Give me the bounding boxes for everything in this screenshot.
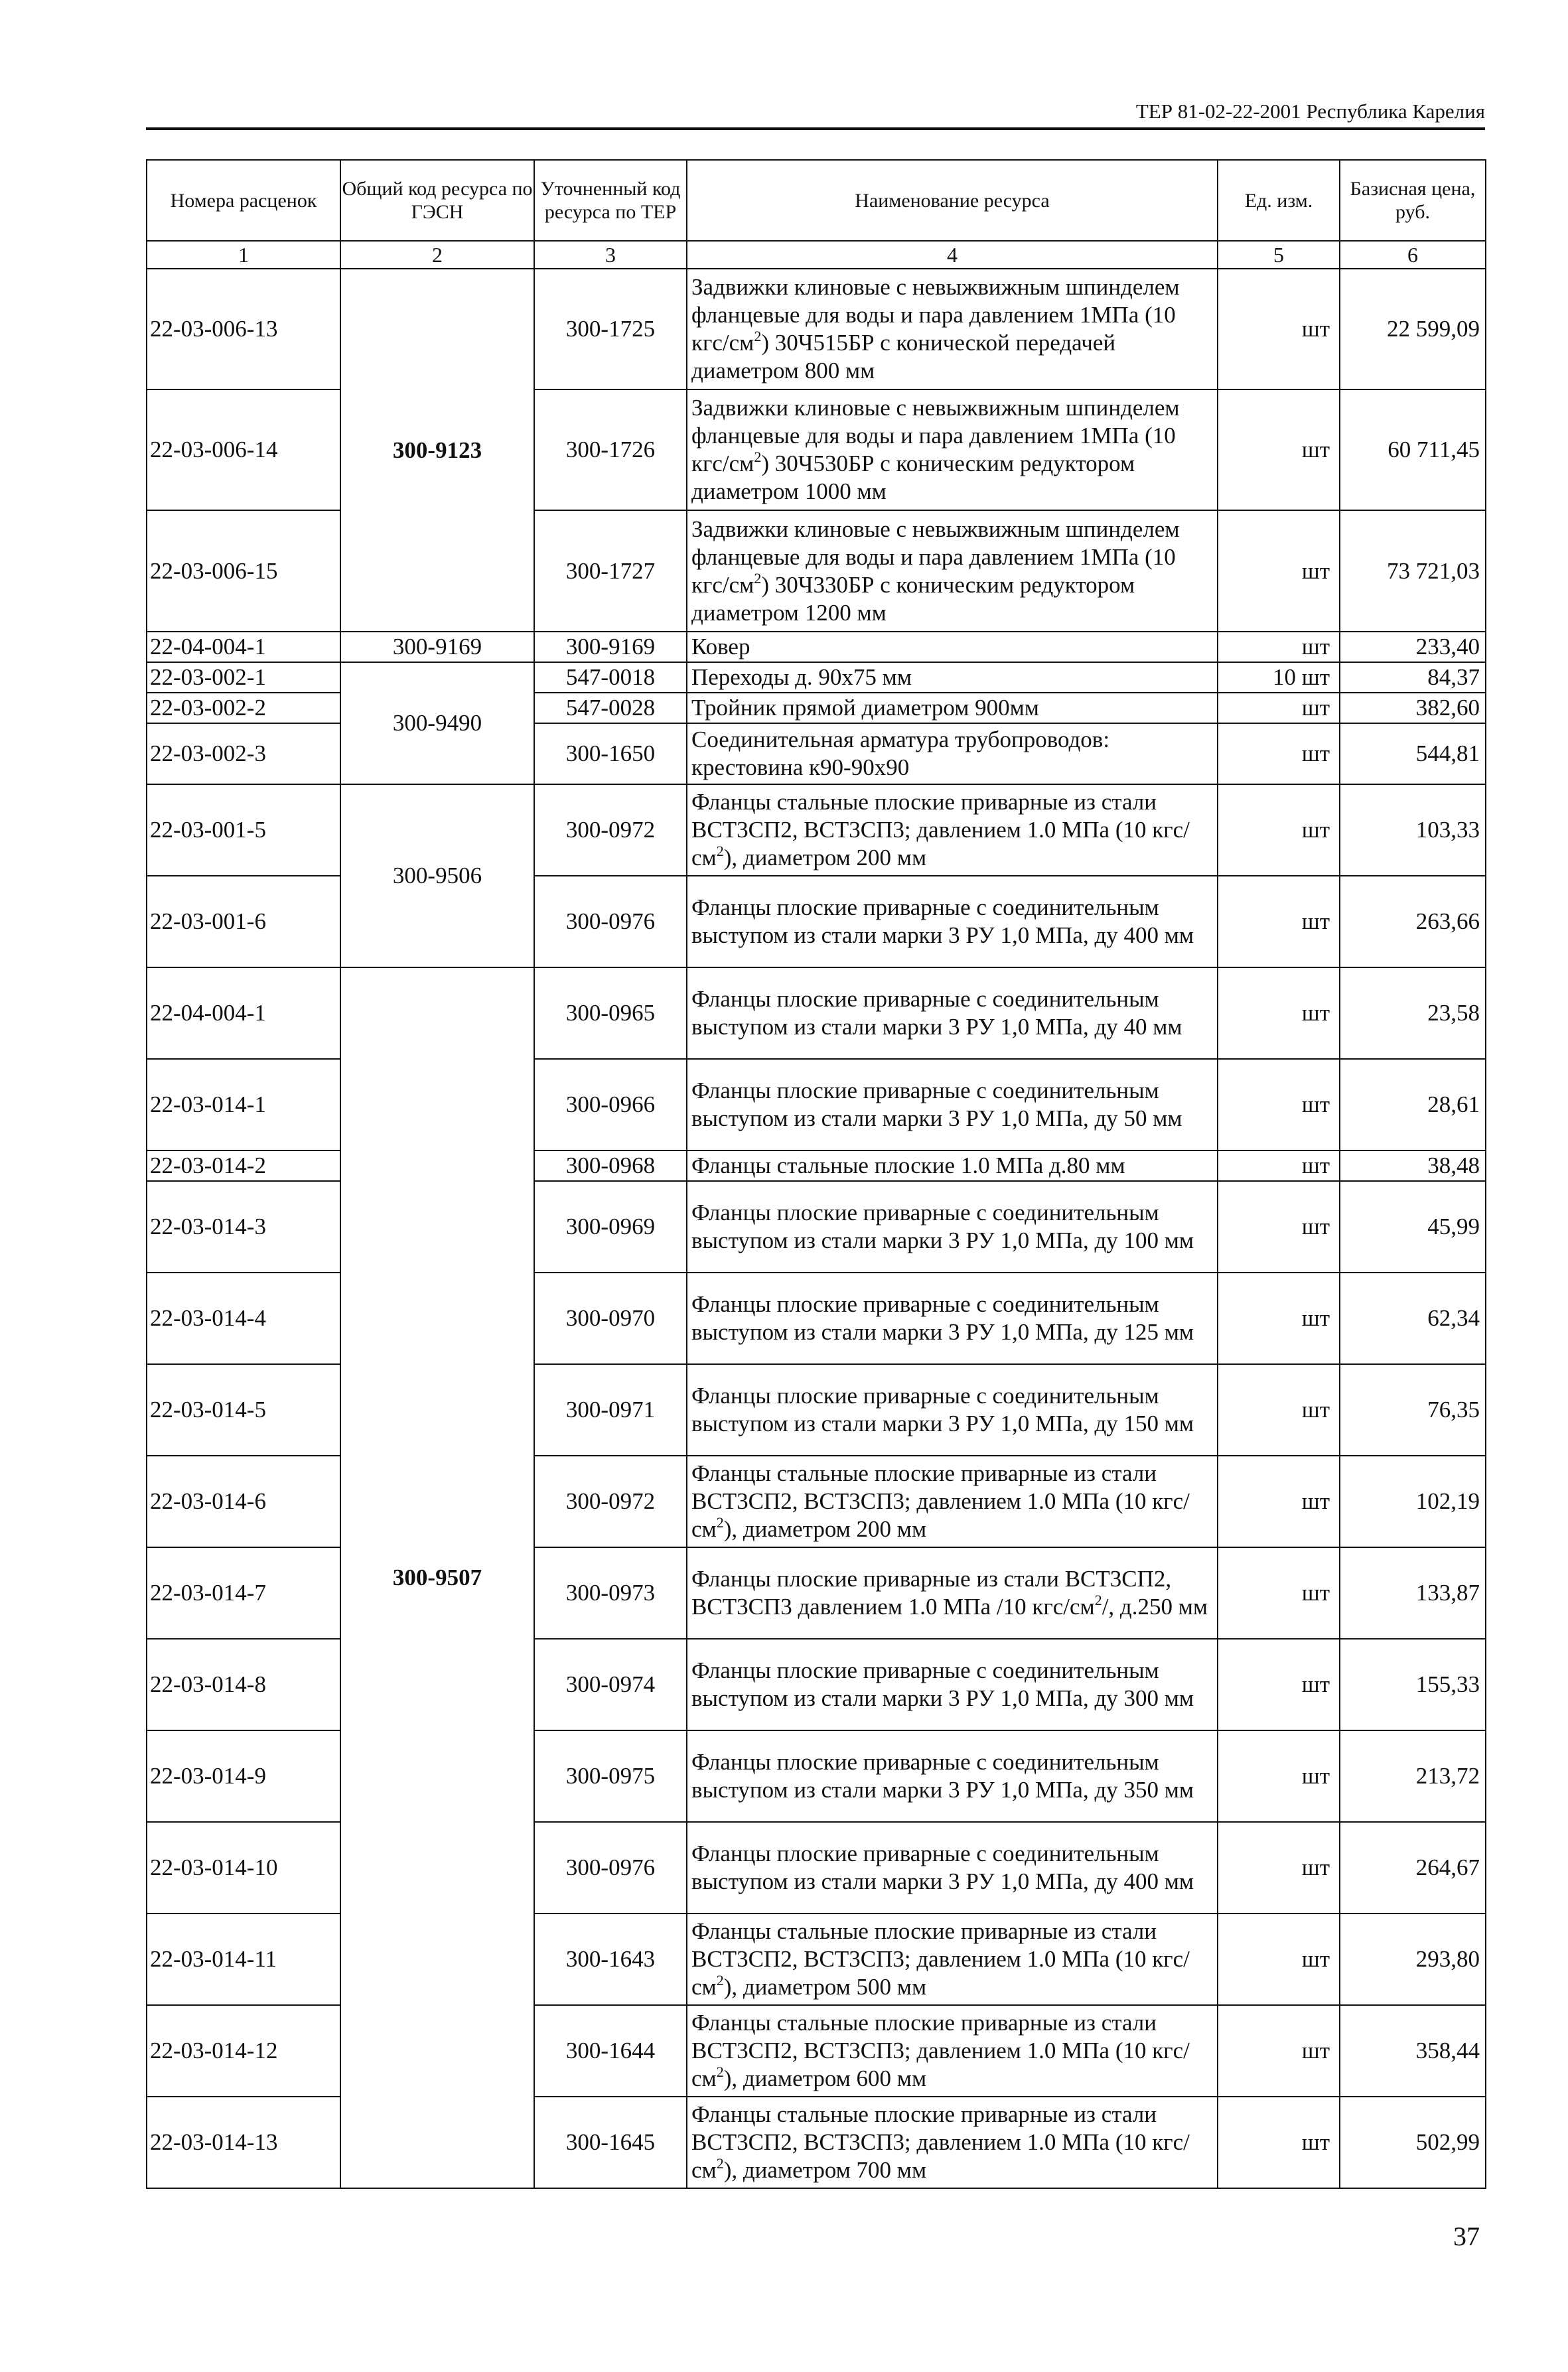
- price-cell: 45,99: [1340, 1181, 1486, 1273]
- unit-cell: 10 шт: [1218, 662, 1340, 693]
- unit-cell: шт: [1218, 967, 1340, 1059]
- rate-code-cell: 22-03-014-13: [147, 2097, 340, 2188]
- unit-cell: шт: [1218, 784, 1340, 876]
- resource-name-text: Фланцы плоские приварные с соединительным выступом из стали марки 3 РУ 1,0 МПа, ду 150 мм: [691, 1383, 1194, 1436]
- resource-name-cell: [687, 876, 1218, 967]
- unit-cell: шт: [1218, 876, 1340, 967]
- ter-code-cell: 300-1650: [534, 723, 687, 784]
- rate-code-cell: 22-03-002-1: [147, 662, 340, 693]
- rate-code-cell: 22-03-014-5: [147, 1364, 340, 1456]
- price-cell: 60 711,45: [1340, 389, 1486, 510]
- ter-code-cell: 547-0018: [534, 662, 687, 693]
- superscript: 2: [716, 2063, 724, 2080]
- resource-name-text: Фланцы плоские приварные с соединительным выступом из стали марки 3 РУ 1,0 МПа, ду 100 мм: [691, 1200, 1194, 1253]
- price-cell: 358,44: [1340, 2005, 1486, 2097]
- unit-cell: шт: [1218, 1639, 1340, 1730]
- rate-code-cell: 22-03-006-13: [147, 269, 340, 389]
- superscript: 2: [716, 1972, 724, 1988]
- resource-name-text: /, д.250 мм: [1102, 1594, 1208, 1620]
- rate-code-cell: 22-03-001-6: [147, 876, 340, 967]
- price-cell: 293,80: [1340, 1914, 1486, 2005]
- unit-cell: шт: [1218, 2005, 1340, 2097]
- gesn-code-cell: 300-9169: [340, 632, 534, 662]
- unit-cell: шт: [1218, 1456, 1340, 1547]
- resource-name-text: Фланцы плоские приварные с соединительным выступом из стали марки 3 РУ 1,0 МПа, ду 40 мм: [691, 986, 1182, 1040]
- unit-cell: шт: [1218, 1151, 1340, 1181]
- resource-name-cell: [687, 2097, 1218, 2188]
- column-number-row: [147, 241, 1486, 269]
- unit-cell: шт: [1218, 1547, 1340, 1639]
- price-cell: 38,48: [1340, 1151, 1486, 1181]
- resource-name-text: Фланцы плоские приварные с соединительным выступом из стали марки 3 РУ 1,0 МПа, ду 50 мм: [691, 1078, 1182, 1131]
- resource-name-cell: [687, 1822, 1218, 1914]
- unit-cell: шт: [1218, 510, 1340, 632]
- rate-code-cell: 22-03-014-7: [147, 1547, 340, 1639]
- resource-name-text: Фланцы плоские приварные с соединительным выступом из стали марки 3 РУ 1,0 МПа, ду 400 мм: [691, 894, 1194, 948]
- column-number: 3: [534, 241, 687, 269]
- rate-code-cell: 22-03-006-15: [147, 510, 340, 632]
- resource-name-text: Фланцы стальные плоские приварные из стали ВСТ3СП2, ВСТ3СП3; давлением 1.0 МПа (10 кгс/см: [691, 2101, 1190, 2183]
- gesn-code-cell: 300-9123: [340, 269, 534, 632]
- resource-name-cell: [687, 967, 1218, 1059]
- table-row: [147, 784, 1486, 876]
- price-cell: 73 721,03: [1340, 510, 1486, 632]
- unit-cell: шт: [1218, 1059, 1340, 1151]
- ter-code-cell: 300-1726: [534, 389, 687, 510]
- resource-name-text: Задвижки клиновые с невыжвижным шпинделем фланцевые для воды и пара давлением 1МПа (10 кгс/см: [691, 395, 1180, 476]
- rate-code-cell: 22-03-006-14: [147, 389, 340, 510]
- resource-name-text: ), диаметром 200 мм: [723, 845, 927, 871]
- ter-code-cell: 300-1644: [534, 2005, 687, 2097]
- column-header-unit: Ед. изм.: [1218, 160, 1340, 241]
- resource-name-text: Фланцы плоские приварные с соединительным выступом из стали марки 3 РУ 1,0 МПа, ду 125 мм: [691, 1291, 1194, 1345]
- resource-name-text: Задвижки клиновые с невыжвижным шпинделем фланцевые для воды и пара давлением 1МПа (10 кгс/см: [691, 274, 1180, 356]
- resource-name-text: Фланцы стальные плоские приварные из стали ВСТ3СП2, ВСТ3СП3; давлением 1.0 МПа (10 кгс/см: [691, 1460, 1190, 1542]
- resource-name-text: ), диаметром 200 мм: [723, 1516, 927, 1542]
- resource-name-cell: [687, 1730, 1218, 1822]
- ter-code-cell: 300-0976: [534, 1822, 687, 1914]
- column-header-gesn: Общий код ресурса по ГЭСН: [340, 160, 534, 241]
- resource-name-cell: [687, 1547, 1218, 1639]
- resource-name-text: Соединительная арматура трубопроводов: крестовина к90-90х90: [691, 727, 1110, 780]
- ter-code-cell: 300-0966: [534, 1059, 687, 1151]
- ter-code-cell: 300-0974: [534, 1639, 687, 1730]
- ter-code-cell: 300-0972: [534, 1456, 687, 1547]
- resource-name-text: Переходы д. 90х75 мм: [691, 664, 912, 690]
- rate-code-cell: 22-03-014-9: [147, 1730, 340, 1822]
- resource-name-cell: [687, 389, 1218, 510]
- ter-code-cell: 300-0970: [534, 1273, 687, 1364]
- resource-name-text: Задвижки клиновые с невыжвижным шпинделем фланцевые для воды и пара давлением 1МПа (10 кгс/см: [691, 516, 1180, 598]
- ter-code-cell: 300-0976: [534, 876, 687, 967]
- unit-cell: шт: [1218, 2097, 1340, 2188]
- price-cell: 213,72: [1340, 1730, 1486, 1822]
- unit-cell: шт: [1218, 1364, 1340, 1456]
- resource-name-text: ) 30Ч515БР с конической передачей диаметром 800 мм: [691, 330, 1116, 384]
- resource-name-cell: [687, 1639, 1218, 1730]
- price-cell: 382,60: [1340, 693, 1486, 723]
- resource-name-cell: [687, 662, 1218, 693]
- resource-name-cell: [687, 269, 1218, 389]
- column-header-ter: Уточненный код ресурса по ТЕР: [534, 160, 687, 241]
- resource-name-cell: [687, 1151, 1218, 1181]
- resource-name-text: Фланцы плоские приварные с соединительным выступом из стали марки 3 РУ 1,0 МПа, ду 400 мм: [691, 1841, 1194, 1894]
- rate-code-cell: 22-03-014-1: [147, 1059, 340, 1151]
- rate-code-cell: 22-03-002-3: [147, 723, 340, 784]
- price-cell: 502,99: [1340, 2097, 1486, 2188]
- table-row: [147, 967, 1486, 1059]
- rate-code-cell: 22-03-014-11: [147, 1914, 340, 2005]
- column-number: 1: [147, 241, 340, 269]
- price-cell: 233,40: [1340, 632, 1486, 662]
- price-cell: 23,58: [1340, 967, 1486, 1059]
- price-cell: 28,61: [1340, 1059, 1486, 1151]
- resource-name-cell: [687, 2005, 1218, 2097]
- table-header-row: [147, 160, 1486, 241]
- ter-code-cell: 300-0969: [534, 1181, 687, 1273]
- rate-code-cell: 22-03-014-8: [147, 1639, 340, 1730]
- column-number: 5: [1218, 241, 1340, 269]
- resource-name-text: Фланцы стальные плоские приварные из стали ВСТ3СП2, ВСТ3СП3; давлением 1.0 МПа (10 кгс/см: [691, 1918, 1190, 2000]
- rate-code-cell: 22-03-014-12: [147, 2005, 340, 2097]
- table-row: [147, 269, 1486, 389]
- price-cell: 133,87: [1340, 1547, 1486, 1639]
- resource-name-text: Фланцы стальные плоские приварные из стали ВСТ3СП2, ВСТ3СП3; давлением 1.0 МПа (10 кгс/см: [691, 2010, 1190, 2091]
- rate-code-cell: 22-03-014-2: [147, 1151, 340, 1181]
- resource-name-cell: [687, 632, 1218, 662]
- price-cell: 62,34: [1340, 1273, 1486, 1364]
- gesn-code-cell: 300-9506: [340, 784, 534, 967]
- rate-code-cell: 22-03-014-6: [147, 1456, 340, 1547]
- rate-code-cell: 22-03-014-10: [147, 1822, 340, 1914]
- resource-name-text: ), диаметром 700 мм: [723, 2157, 927, 2183]
- resource-name-cell: [687, 723, 1218, 784]
- ter-code-cell: 547-0028: [534, 693, 687, 723]
- rate-code-cell: 22-03-001-5: [147, 784, 340, 876]
- resource-name-cell: [687, 1456, 1218, 1547]
- rate-code-cell: 22-04-004-1: [147, 967, 340, 1059]
- resource-name-cell: [687, 1273, 1218, 1364]
- unit-cell: шт: [1218, 1730, 1340, 1822]
- table-row: [147, 632, 1486, 662]
- ter-code-cell: 300-0973: [534, 1547, 687, 1639]
- column-header-price: Базисная цена, руб.: [1340, 160, 1486, 241]
- page-number: 37: [1453, 2221, 1480, 2251]
- rate-code-cell: 22-03-002-2: [147, 693, 340, 723]
- superscript: 2: [716, 2155, 724, 2172]
- price-cell: 76,35: [1340, 1364, 1486, 1456]
- price-cell: 22 599,09: [1340, 269, 1486, 389]
- ter-code-cell: 300-1645: [534, 2097, 687, 2188]
- gesn-code-cell: 300-9490: [340, 662, 534, 784]
- unit-cell: шт: [1218, 1822, 1340, 1914]
- resource-name-cell: [687, 1914, 1218, 2005]
- ter-code-cell: 300-0975: [534, 1730, 687, 1822]
- superscript: 2: [716, 843, 724, 859]
- price-cell: 84,37: [1340, 662, 1486, 693]
- column-number: 4: [687, 241, 1218, 269]
- resource-name-text: Тройник прямой диаметром 900мм: [691, 695, 1039, 721]
- resource-name-text: ), диаметром 600 мм: [723, 2065, 927, 2091]
- column-number: 6: [1340, 241, 1486, 269]
- unit-cell: шт: [1218, 389, 1340, 510]
- resource-name-text: Фланцы плоские приварные с соединительным выступом из стали марки 3 РУ 1,0 МПа, ду 350 мм: [691, 1749, 1194, 1803]
- price-cell: 264,67: [1340, 1822, 1486, 1914]
- ter-code-cell: 300-0965: [534, 967, 687, 1059]
- superscript: 2: [754, 328, 762, 344]
- table-row: [147, 662, 1486, 693]
- document-title: ТЕР 81-02-22-2001 Республика Карелия: [1135, 100, 1485, 123]
- resource-name-text: Ковер: [691, 634, 750, 660]
- superscript: 2: [754, 569, 762, 587]
- unit-cell: шт: [1218, 269, 1340, 389]
- resource-name-text: ) 30Ч530БР с коническим редуктором диаметром 1000 мм: [691, 451, 1135, 504]
- resource-name-text: Фланцы плоские приварные с соединительным выступом из стали марки 3 РУ 1,0 МПа, ду 300 мм: [691, 1657, 1194, 1711]
- unit-cell: шт: [1218, 693, 1340, 723]
- unit-cell: шт: [1218, 723, 1340, 784]
- price-cell: 263,66: [1340, 876, 1486, 967]
- ter-code-cell: 300-0968: [534, 1151, 687, 1181]
- price-cell: 155,33: [1340, 1639, 1486, 1730]
- resource-name-text: ) 30Ч330БР с коническим редуктором диаметром 1200 мм: [691, 571, 1135, 626]
- document-header: [146, 98, 1485, 130]
- column-header-name: Наименование ресурса: [687, 160, 1218, 241]
- resource-price-table: [146, 159, 1486, 2189]
- ter-code-cell: 300-1643: [534, 1914, 687, 2005]
- resource-name-cell: [687, 1181, 1218, 1273]
- resource-name-text: Фланцы стальные плоские 1.0 МПа д.80 мм: [691, 1152, 1125, 1178]
- ter-code-cell: 300-1725: [534, 269, 687, 389]
- resource-name-cell: [687, 1364, 1218, 1456]
- unit-cell: шт: [1218, 1273, 1340, 1364]
- unit-cell: шт: [1218, 1914, 1340, 2005]
- resource-name-text: Фланцы стальные плоские приварные из стали ВСТ3СП2, ВСТ3СП3; давлением 1.0 МПа (10 кгс/см: [691, 789, 1190, 871]
- table-body: [147, 269, 1486, 2188]
- price-cell: 102,19: [1340, 1456, 1486, 1547]
- resource-name-text: ), диаметром 500 мм: [723, 1974, 927, 2000]
- unit-cell: шт: [1218, 632, 1340, 662]
- rate-code-cell: 22-03-014-3: [147, 1181, 340, 1273]
- ter-code-cell: 300-9169: [534, 632, 687, 662]
- ter-code-cell: 300-0971: [534, 1364, 687, 1456]
- superscript: 2: [716, 1514, 724, 1531]
- resource-name-cell: [687, 784, 1218, 876]
- gesn-code-cell: 300-9507: [340, 967, 534, 2188]
- ter-code-cell: 300-1727: [534, 510, 687, 632]
- resource-name-cell: [687, 693, 1218, 723]
- column-header-code: Номера расценок: [147, 160, 340, 241]
- ter-code-cell: 300-0972: [534, 784, 687, 876]
- price-cell: 544,81: [1340, 723, 1486, 784]
- resource-name-cell: [687, 510, 1218, 632]
- superscript: 2: [754, 449, 762, 465]
- rate-code-cell: 22-04-004-1: [147, 632, 340, 662]
- superscript: 2: [1094, 1592, 1102, 1608]
- column-number: 2: [340, 241, 534, 269]
- rate-code-cell: 22-03-014-4: [147, 1273, 340, 1364]
- resource-name-text: Фланцы плоские приварные из стали ВСТ3СП2, ВСТ3СП3 давлением 1.0 МПа /10 кгс/см: [691, 1566, 1172, 1620]
- unit-cell: шт: [1218, 1181, 1340, 1273]
- price-cell: 103,33: [1340, 784, 1486, 876]
- resource-name-cell: [687, 1059, 1218, 1151]
